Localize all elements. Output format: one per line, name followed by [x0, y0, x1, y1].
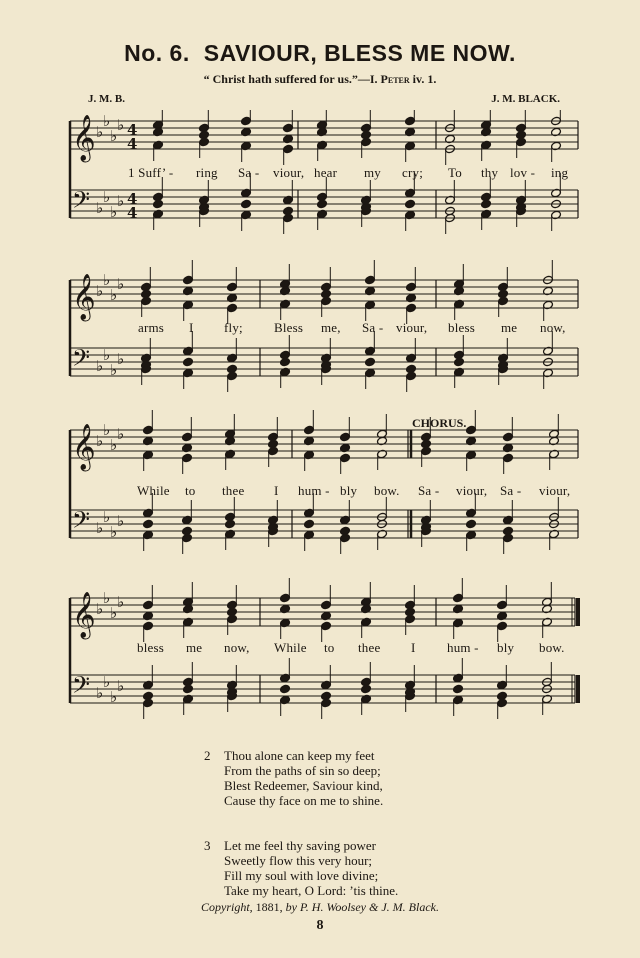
- lyric-syllable: me: [501, 320, 518, 335]
- flat-icon: ♭: [103, 421, 111, 439]
- quarter-note: [453, 684, 464, 694]
- final-barline: [576, 675, 580, 703]
- flat-icon: ♭: [96, 199, 104, 217]
- flat-icon: ♭: [103, 112, 111, 130]
- flat-icon: ♭: [117, 425, 125, 443]
- chorus-label: CHORUS.: [412, 416, 467, 430]
- lyric-syllable: hum -: [447, 640, 479, 655]
- flat-icon: ♭: [103, 271, 111, 289]
- flat-icon: ♭: [103, 508, 111, 526]
- hymn-title-text: SAVIOUR, BLESS ME NOW.: [203, 40, 516, 66]
- copyright-year: 1881,: [255, 900, 283, 914]
- scripture-reference: [0, 72, 640, 87]
- lyric-syllable: Bless: [274, 320, 304, 335]
- scripture-quote: “ Christ hath suffered for us.”—I.: [203, 72, 378, 86]
- quarter-note: [454, 357, 465, 367]
- quarter-note: [405, 199, 416, 209]
- flat-icon: ♭: [96, 357, 104, 375]
- time-signature-bottom: 4: [127, 204, 138, 222]
- quarter-note: [304, 519, 315, 529]
- lyric-syllable: lov -: [510, 165, 536, 180]
- lyric-syllable: bless: [137, 640, 164, 655]
- lyric-syllable: ring: [196, 165, 218, 180]
- lyric-syllable: fly;: [224, 320, 243, 335]
- lyric-syllable: hum -: [298, 483, 330, 498]
- flat-icon: ♭: [110, 286, 118, 304]
- copyright-notice: [0, 900, 640, 915]
- flat-icon: ♭: [117, 116, 125, 134]
- quarter-note: [317, 199, 328, 209]
- copyright-word: Copyright,: [201, 900, 253, 914]
- verse-line: From the paths of sin so deep;: [224, 763, 381, 778]
- hymn-title: [0, 40, 640, 67]
- treble-clef-icon: 𝄞: [72, 274, 96, 320]
- flat-icon: ♭: [110, 361, 118, 379]
- quarter-note: [241, 199, 252, 209]
- lyric-syllable: viour,: [539, 483, 571, 498]
- treble-clef-icon: 𝄞: [72, 424, 96, 470]
- lyric-syllable: bly: [497, 640, 515, 655]
- quarter-note: [466, 519, 477, 529]
- verse-line: Take my heart, O Lord: ’tis thine.: [224, 883, 399, 898]
- scripture-book: Peter: [380, 72, 410, 86]
- flat-icon: ♭: [117, 192, 125, 210]
- flat-icon: ♭: [96, 282, 104, 300]
- lyric-syllable: bless: [448, 320, 475, 335]
- flat-icon: ♭: [103, 188, 111, 206]
- lyric-syllable: thee: [358, 640, 381, 655]
- lyric-syllable: I: [274, 483, 279, 498]
- quarter-note: [280, 684, 291, 694]
- flat-icon: ♭: [110, 688, 118, 706]
- verse-3: [204, 838, 398, 898]
- lyric-syllable: While: [137, 483, 170, 498]
- lyric-syllable: Sa -: [238, 165, 260, 180]
- verse-line: Let me feel thy saving power: [224, 838, 376, 853]
- flat-icon: ♭: [103, 673, 111, 691]
- flat-icon: ♭: [103, 589, 111, 607]
- flat-icon: ♭: [110, 203, 118, 221]
- quarter-note: [183, 684, 194, 694]
- flat-icon: ♭: [117, 593, 125, 611]
- bass-clef-icon: 𝄢: [72, 186, 91, 219]
- flat-icon: ♭: [117, 677, 125, 695]
- flat-icon: ♭: [110, 523, 118, 541]
- lyric-syllable: to: [324, 640, 335, 655]
- flat-icon: ♭: [110, 127, 118, 145]
- flat-icon: ♭: [96, 600, 104, 618]
- flat-icon: ♭: [96, 123, 104, 141]
- flat-icon: ♭: [103, 346, 111, 364]
- lyric-syllable: Sa -: [362, 320, 384, 335]
- flat-icon: ♭: [96, 519, 104, 537]
- time-signature-bottom: 4: [127, 135, 138, 153]
- quarter-note: [365, 357, 376, 367]
- bass-clef-icon: 𝄢: [72, 344, 91, 377]
- verse-line: Fill my soul with love divine;: [224, 868, 379, 883]
- flat-icon: ♭: [96, 432, 104, 450]
- time-signature-top: 4: [127, 121, 138, 139]
- quarter-note: [183, 357, 194, 367]
- lyric-syllable: While: [274, 640, 307, 655]
- lyric-syllable: now,: [540, 320, 566, 335]
- verse-number: 3: [204, 838, 211, 853]
- final-barline: [576, 598, 580, 626]
- lyric-syllable: viour,: [396, 320, 428, 335]
- flat-icon: ♭: [96, 684, 104, 702]
- lyric-syllable: I: [411, 640, 416, 655]
- lyric-syllable: me,: [321, 320, 341, 335]
- flat-icon: ♭: [110, 604, 118, 622]
- lyric-syllable: Sa -: [500, 483, 522, 498]
- quarter-note: [280, 357, 291, 367]
- hymn-number: No. 6.: [124, 40, 190, 66]
- flat-icon: ♭: [117, 350, 125, 368]
- lyric-syllable: thee: [222, 483, 245, 498]
- verse-line: Sweetly flow this very hour;: [224, 853, 373, 868]
- quarter-note: [143, 519, 154, 529]
- lyric-syllable: To: [448, 165, 462, 180]
- flat-icon: ♭: [110, 436, 118, 454]
- lyric-syllable: thy: [481, 165, 499, 180]
- verse-line: Blest Redeemer, Saviour kind,: [224, 778, 383, 793]
- time-signature-top: 4: [127, 190, 138, 208]
- music-credit: J. M. BLACK.: [491, 93, 560, 105]
- lyric-syllable: my: [364, 165, 382, 180]
- lyric-syllable: viour,: [273, 165, 305, 180]
- verse-line: Cause thy face on me to shine.: [224, 793, 384, 808]
- lyric-syllable: hear: [314, 165, 338, 180]
- words-credit: J. M. B.: [88, 93, 125, 105]
- lyric-syllable: arms: [138, 320, 165, 335]
- lyric-syllable: me: [186, 640, 203, 655]
- sheet-music: [0, 110, 640, 730]
- lyric-syllable: now,: [224, 640, 250, 655]
- quarter-note: [481, 199, 492, 209]
- lyric-syllable: Sa -: [418, 483, 440, 498]
- verse-2: [204, 748, 383, 808]
- verse-line: Thou alone can keep my feet: [224, 748, 375, 763]
- scripture-verse: iv. 1.: [412, 72, 437, 86]
- lyric-syllable: I: [189, 320, 194, 335]
- treble-clef-icon: 𝄞: [72, 592, 96, 638]
- lyric-syllable: ing: [551, 165, 569, 180]
- lyric-syllable: viour,: [456, 483, 488, 498]
- quarter-note: [361, 684, 372, 694]
- verse-number: 2: [204, 748, 211, 763]
- bass-clef-icon: 𝄢: [72, 671, 91, 704]
- treble-clef-icon: 𝄞: [72, 115, 96, 161]
- page-number: 8: [316, 918, 324, 933]
- quarter-note: [225, 519, 236, 529]
- bass-clef-icon: 𝄢: [72, 506, 91, 539]
- lyric-syllable: 1 Suff’ -: [128, 165, 174, 180]
- flat-icon: ♭: [117, 512, 125, 530]
- quarter-note: [153, 199, 164, 209]
- lyric-syllable: bow.: [374, 483, 400, 498]
- lyric-syllable: bly: [340, 483, 358, 498]
- lyric-syllable: to: [185, 483, 196, 498]
- lyric-syllable: bow.: [539, 640, 565, 655]
- copyright-owners: by P. H. Woolsey & J. M. Black.: [285, 900, 439, 914]
- flat-icon: ♭: [117, 275, 125, 293]
- lyric-syllable: cry;: [402, 165, 424, 180]
